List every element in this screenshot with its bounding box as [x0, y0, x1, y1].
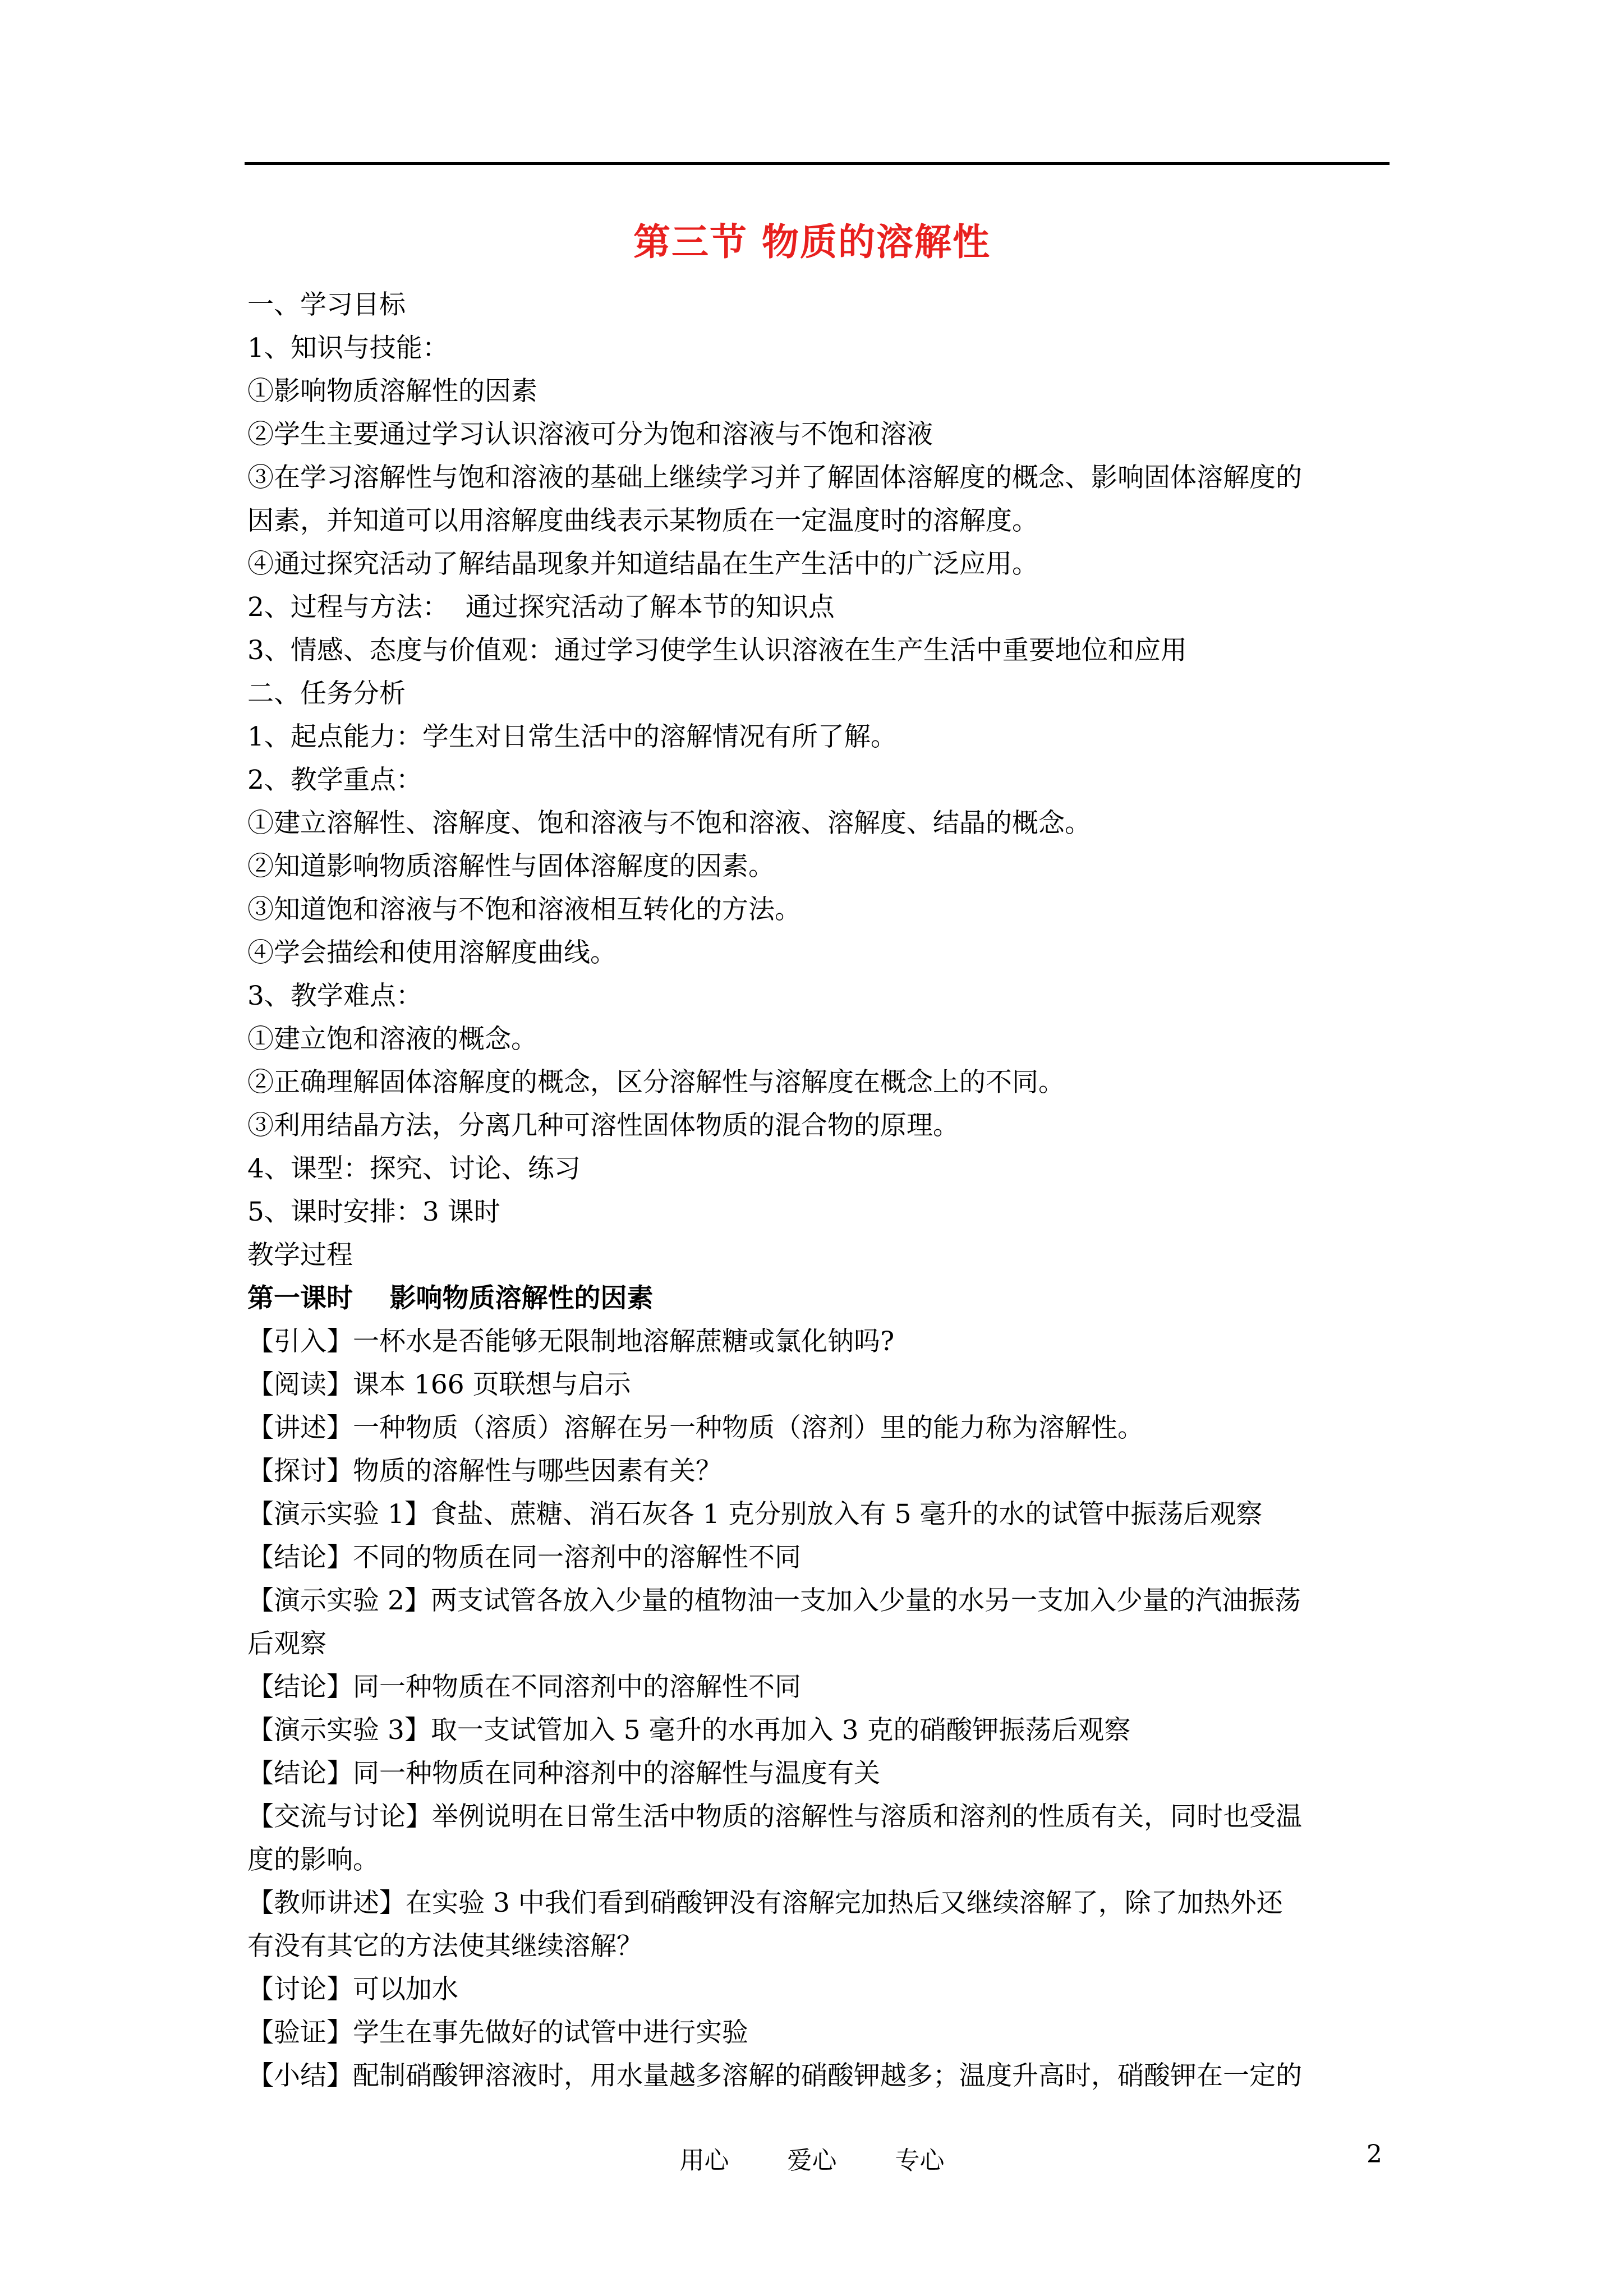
text-line: 【结论】同一种物质在同种溶剂中的溶解性与温度有关 [247, 1758, 880, 1789]
text-line: 后观察 [247, 1628, 326, 1659]
text-line: 【交流与讨论】举例说明在日常生活中物质的溶解性与溶质和溶剂的性质有关，同时也受温 [247, 1801, 1302, 1832]
header-rule [245, 162, 1390, 165]
text-line: 1、知识与技能： [247, 333, 449, 364]
text-line: 教学过程 [247, 1240, 353, 1271]
text-line: 【演示实验 3】取一支试管加入 5 毫升的水再加入 3 克的硝酸钾振荡后观察 [247, 1715, 1131, 1746]
text-line: 二、任务分析 [247, 678, 406, 709]
text-line: 2、教学重点： [247, 765, 422, 795]
text-line: 2、过程与方法： 通过探究活动了解本节的知识点 [247, 592, 835, 623]
text-line: ②知道影响物质溶解性与固体溶解度的因素。 [247, 851, 775, 882]
footer-motto-1: 用心 [679, 2146, 729, 2175]
text-line: 3、情感、态度与价值观：通过学习使学生认识溶液在生产生活中重要地位和应用 [247, 635, 1187, 666]
text-line: ③知道饱和溶液与不饱和溶液相互转化的方法。 [247, 894, 801, 925]
text-line: 【教师讲述】在实验 3 中我们看到硝酸钾没有溶解完加热后又继续溶解了，除了加热外还 [247, 1888, 1283, 1918]
text-line: 【探讨】物质的溶解性与哪些因素有关？ [247, 1456, 722, 1487]
text-line: 【讲述】一种物质（溶质）溶解在另一种物质（溶剂）里的能力称为溶解性。 [247, 1412, 1144, 1443]
text-line: 【验证】学生在事先做好的试管中进行实验 [247, 2017, 748, 2048]
footer-motto-3: 专心 [895, 2146, 945, 2175]
text-line: 3、教学难点： [247, 981, 422, 1011]
text-line: 一、学习目标 [247, 289, 406, 320]
text-line: 【演示实验 2】两支试管各放入少量的植物油一支加入少量的水另一支加入少量的汽油振荡 [247, 1585, 1301, 1616]
text-line: 【讨论】可以加水 [247, 1974, 458, 2005]
text-line: 1、起点能力：学生对日常生活中的溶解情况有所了解。 [247, 721, 897, 752]
text-line: 度的影响。 [247, 1844, 379, 1875]
document-body [247, 283, 1392, 2097]
text-line: ③利用结晶方法，分离几种可溶性固体物质的混合物的原理。 [247, 1110, 959, 1141]
text-line: 因素，并知道可以用溶解度曲线表示某物质在一定温度时的溶解度。 [247, 505, 1038, 536]
text-line: 5、课时安排：3 课时 [247, 1197, 500, 1227]
text-line: ④学会描绘和使用溶解度曲线。 [247, 937, 617, 968]
text-line: ①影响物质溶解性的因素 [247, 376, 537, 407]
text-line: 【引入】一杯水是否能够无限制地溶解蔗糖或氯化钠吗? [247, 1326, 895, 1357]
text-line: ②正确理解固体溶解度的概念，区分溶解性与溶解度在概念上的不同。 [247, 1067, 1065, 1098]
section-heading: 第一课时 影响物质溶解性的因素 [247, 1283, 654, 1314]
text-line: 【小结】配制硝酸钾溶液时，用水量越多溶解的硝酸钾越多；温度升高时，硝酸钾在一定的 [247, 2060, 1302, 2091]
text-line: 【结论】同一种物质在不同溶剂中的溶解性不同 [247, 1672, 801, 1703]
text-line: ③在学习溶解性与饱和溶液的基础上继续学习并了解固体溶解度的概念、影响固体溶解度的 [247, 462, 1302, 493]
text-line: 【演示实验 1】食盐、蔗糖、消石灰各 1 克分别放入有 5 毫升的水的试管中振荡后观察 [247, 1499, 1263, 1530]
text-line: ④通过探究活动了解结晶现象并知道结晶在生产生活中的广泛应用。 [247, 549, 1038, 579]
footer-motto-2: 爱心 [787, 2146, 837, 2175]
text-line: 4、课型：探究、讨论、练习 [247, 1153, 581, 1184]
text-line: ①建立饱和溶液的概念。 [247, 1024, 537, 1055]
text-line: 有没有其它的方法使其继续溶解？ [247, 1931, 643, 1962]
text-line: ②学生主要通过学习认识溶液可分为饱和溶液与不饱和溶液 [247, 419, 933, 450]
page-number: 2 [1367, 2140, 1382, 2169]
text-line: ①建立溶解性、溶解度、饱和溶液与不饱和溶液、溶解度、结晶的概念。 [247, 808, 1091, 839]
text-line: 【阅读】课本 166 页联想与启示 [247, 1369, 631, 1400]
page-title: 第三节 物质的溶解性 [633, 220, 991, 264]
text-line: 【结论】不同的物质在同一溶剂中的溶解性不同 [247, 1542, 801, 1573]
